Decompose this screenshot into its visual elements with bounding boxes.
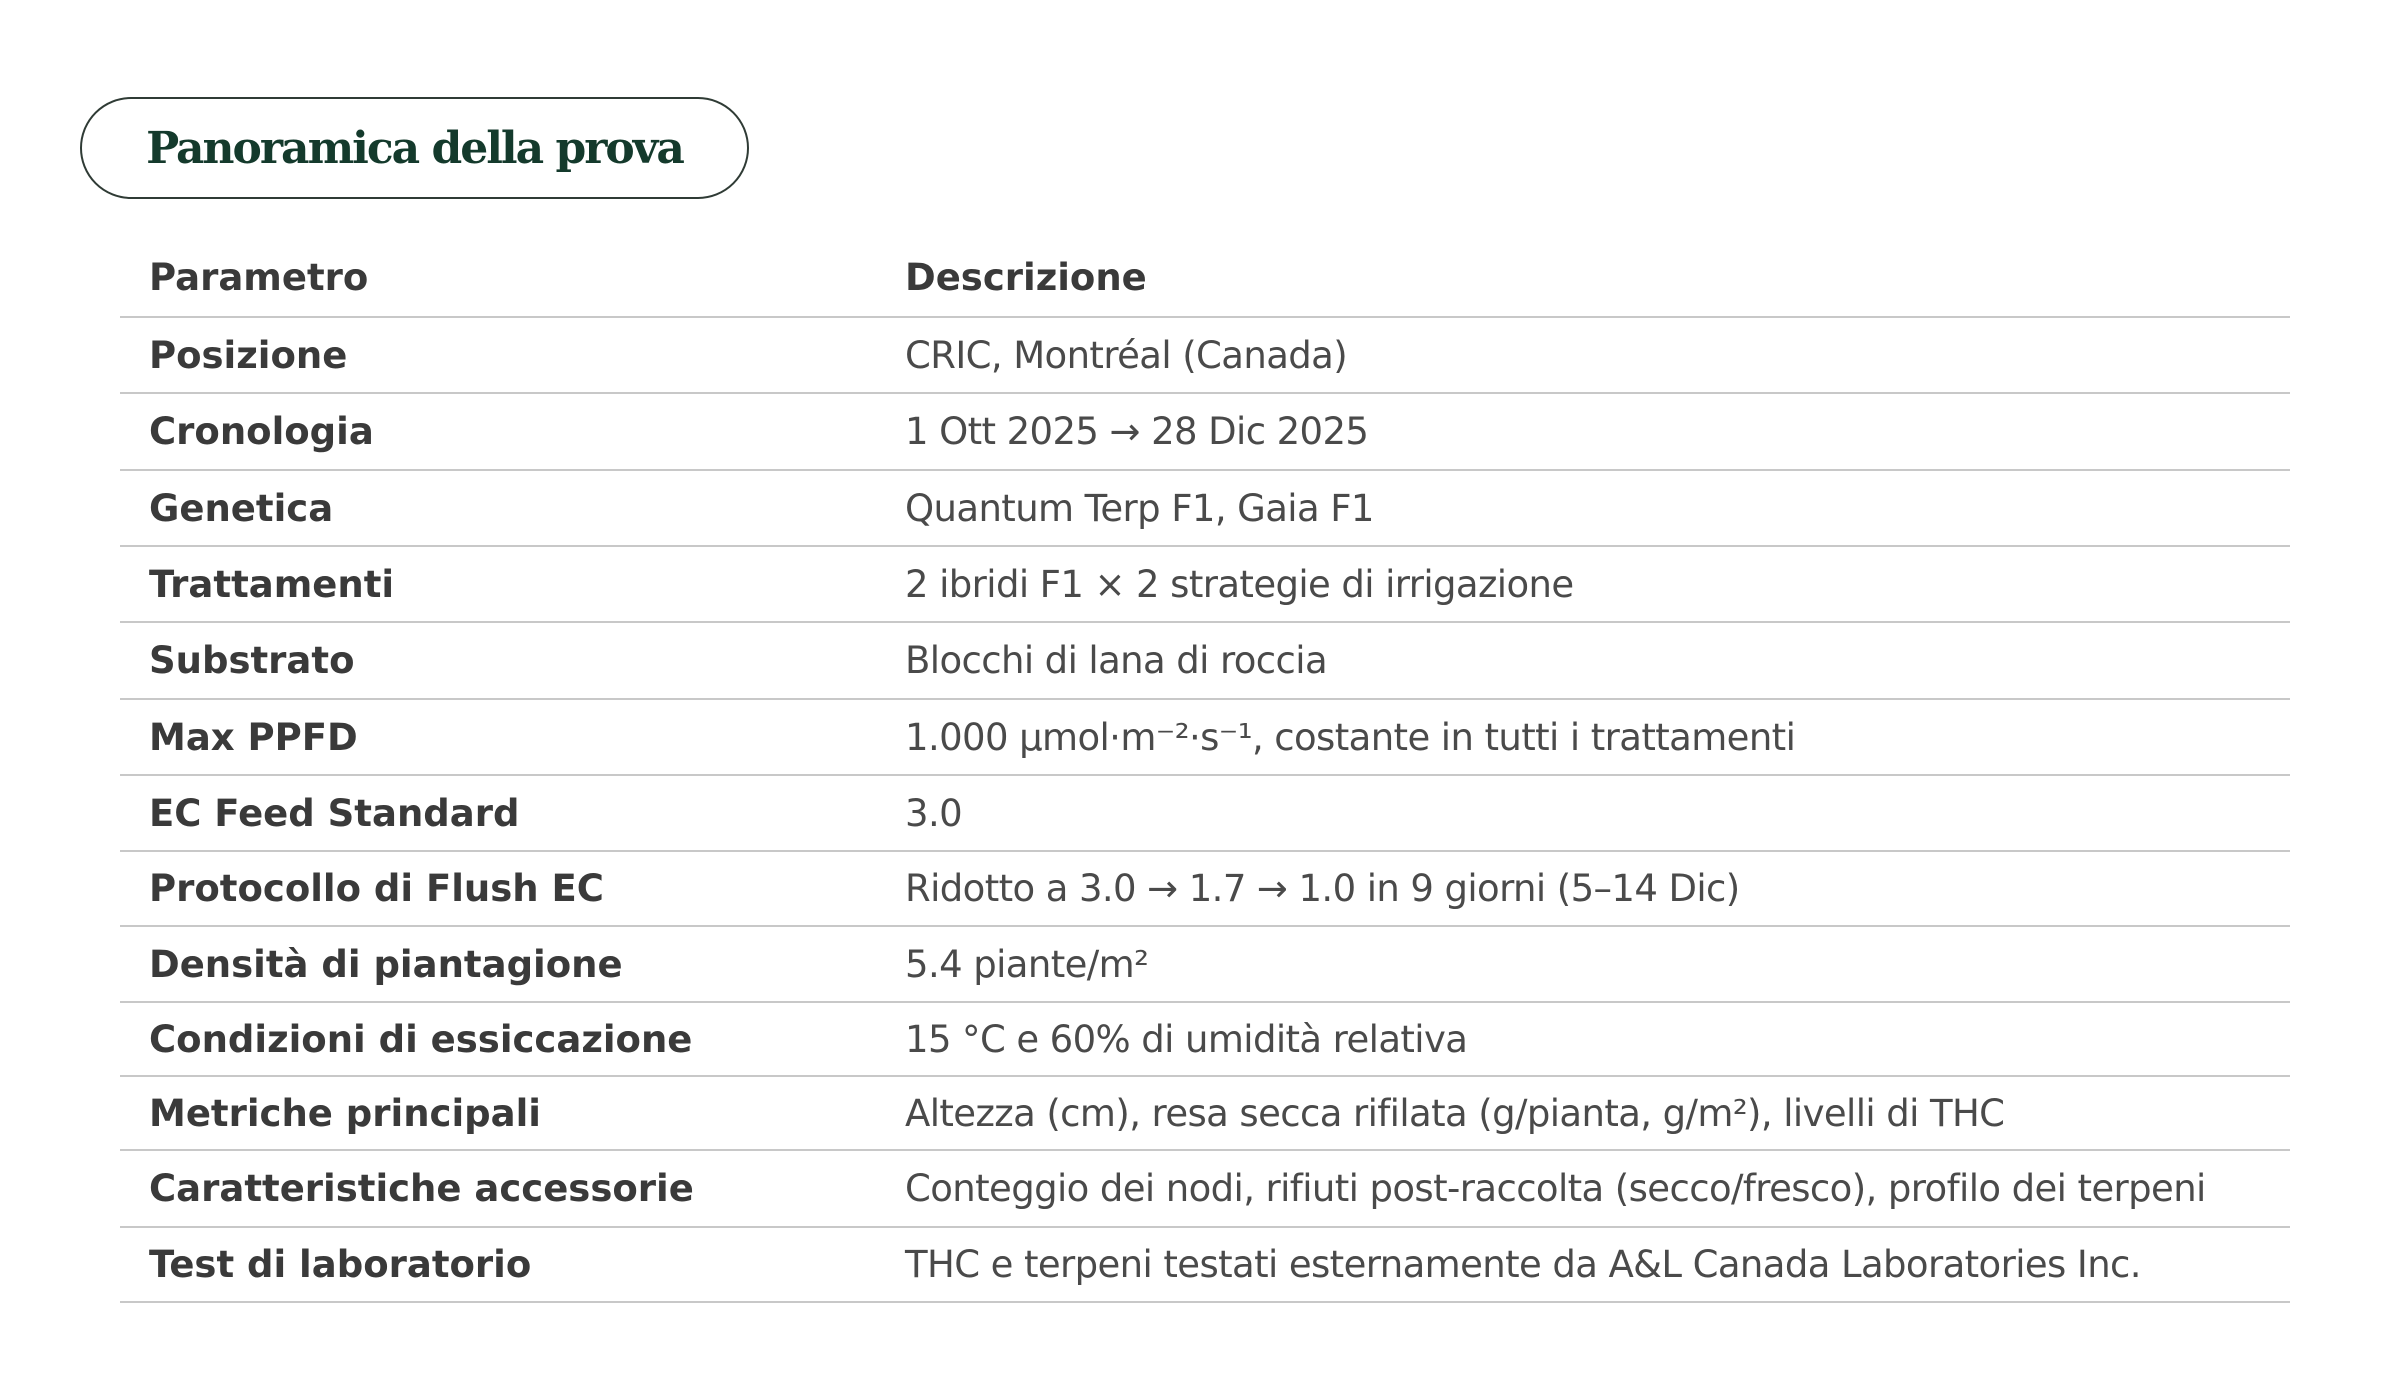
row-description: 15 °C e 60% di umidità relativa: [905, 1017, 1468, 1061]
title-pill: [80, 97, 749, 199]
table-row: [120, 318, 2290, 394]
table-row: [120, 776, 2290, 852]
row-parameter: Posizione: [149, 333, 348, 377]
row-parameter: Condizioni di essiccazione: [149, 1017, 693, 1061]
row-parameter: Test di laboratorio: [149, 1243, 532, 1286]
row-parameter: Cronologia: [149, 410, 374, 453]
row-description: Conteggio dei nodi, rifiuti post-raccolta (secco/fresco), profilo dei terpeni: [905, 1167, 2206, 1210]
row-parameter: Densità di piantagione: [149, 942, 623, 986]
row-description: CRIC, Montréal (Canada): [905, 333, 1348, 377]
row-parameter: Caratteristiche accessorie: [149, 1167, 694, 1210]
table-row: [120, 700, 2290, 776]
row-description: 3.0: [905, 791, 963, 835]
table-row: [120, 471, 2290, 547]
row-description: Quantum Terp F1, Gaia F1: [905, 486, 1374, 530]
row-description: Blocchi di lana di roccia: [905, 639, 1328, 682]
row-description: THC e terpeni testati esternamente da A&L Canada Laboratories Inc.: [905, 1243, 2141, 1286]
row-parameter: Max PPFD: [149, 715, 358, 759]
table-row: [120, 852, 2290, 927]
row-description: Ridotto a 3.0 → 1.7 → 1.0 in 9 giorni (5–14 Dic): [905, 867, 1740, 910]
table-row: [120, 927, 2290, 1003]
table-row: [120, 1151, 2290, 1228]
row-description: 1.000 µmol·m⁻²·s⁻¹, costante in tutti i trattamenti: [905, 715, 1796, 759]
header-parameter: Parametro: [149, 255, 369, 299]
table-header-row: [120, 238, 2290, 318]
row-description: 5.4 piante/m²: [905, 942, 1149, 986]
overview-table: [120, 238, 2290, 1303]
row-parameter: Substrato: [149, 639, 355, 682]
row-description: 1 Ott 2025 → 28 Dic 2025: [905, 410, 1369, 453]
table-row: [120, 1228, 2290, 1303]
table-row: [120, 394, 2290, 471]
row-description: Altezza (cm), resa secca rifilata (g/pianta, g/m²), livelli di THC: [905, 1091, 2005, 1135]
page-title: Panoramica della prova: [146, 122, 683, 174]
row-parameter: EC Feed Standard: [149, 791, 520, 835]
table-row: [120, 1003, 2290, 1077]
row-description: 2 ibridi F1 × 2 strategie di irrigazione: [905, 562, 1574, 606]
table-row: [120, 1077, 2290, 1151]
row-parameter: Metriche principali: [149, 1091, 541, 1135]
header-description: Descrizione: [905, 255, 1147, 299]
row-parameter: Genetica: [149, 486, 334, 530]
row-parameter: Protocollo di Flush EC: [149, 867, 604, 910]
table-row: [120, 623, 2290, 700]
row-parameter: Trattamenti: [149, 562, 395, 606]
table-row: [120, 547, 2290, 623]
